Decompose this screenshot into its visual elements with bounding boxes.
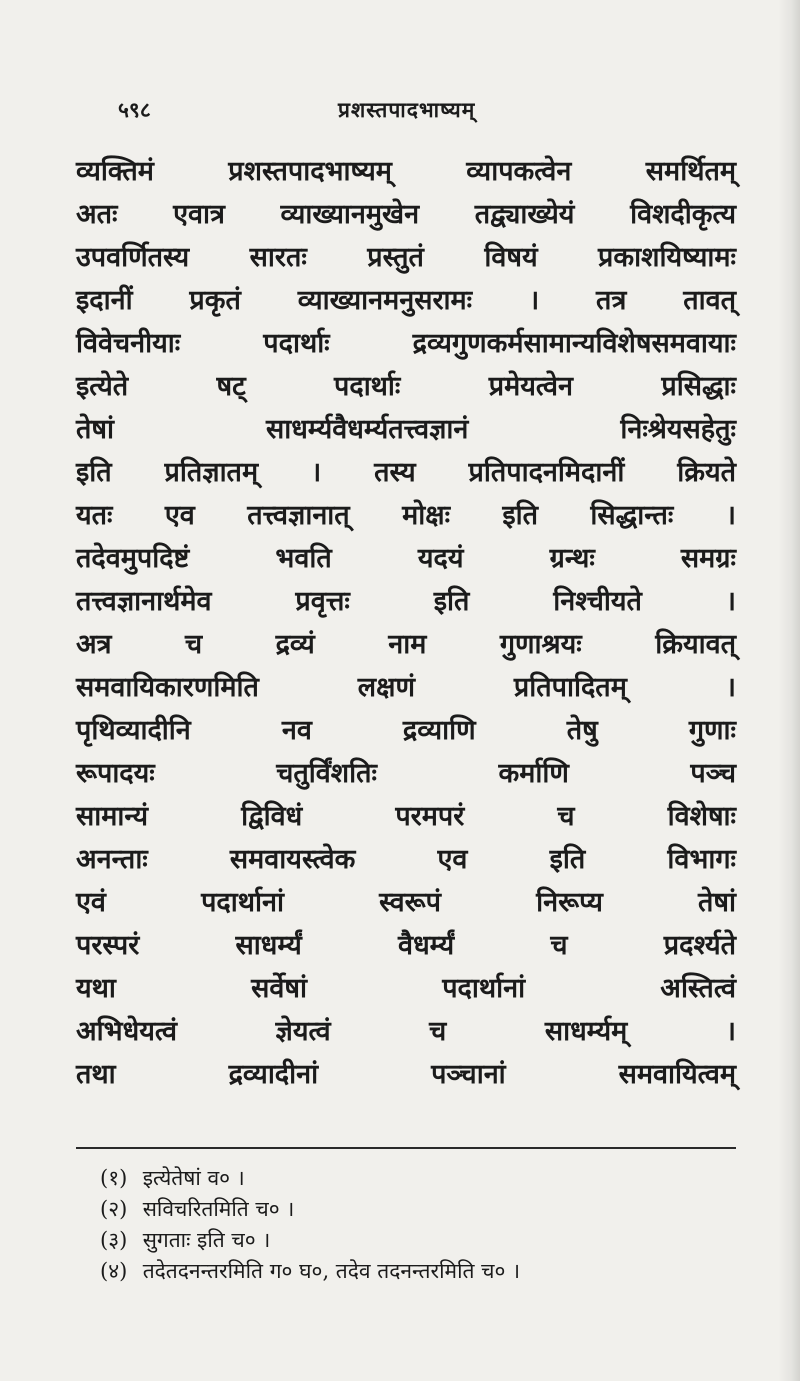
text-line: तत्त्वज्ञानार्थमेव प्रवृत्तः इति निश्चीयते । bbox=[76, 586, 736, 617]
footnote-text: तदेतदनन्तरमिति ग० घ०, तदेव तदनन्तरमिति च० । bbox=[142, 1259, 521, 1283]
footnote-item bbox=[100, 1256, 700, 1287]
text-line: एवं पदार्थानां स्वरूपं निरूप्य तेषां bbox=[76, 887, 736, 918]
footnote-item bbox=[100, 1194, 700, 1225]
text-line: परस्परं साधर्म्यं वैधर्म्यं च प्रदर्श्यते bbox=[76, 930, 736, 961]
footnote-divider bbox=[76, 1147, 736, 1149]
footnote-text: सुगताः इति च० । bbox=[142, 1228, 271, 1252]
footnote-item bbox=[100, 1225, 700, 1256]
footnote-text: इत्येतेषां व० । bbox=[142, 1166, 245, 1190]
text-line: उपवर्णितस्य सारतः प्रस्तुतं विषयं प्रकाशयिष्यामः bbox=[76, 242, 736, 273]
footnote-marker: (४) bbox=[100, 1259, 128, 1283]
text-line: इत्येते षट् पदार्थाः प्रमेयत्वेन प्रसिद्धाः bbox=[76, 371, 736, 402]
text-line: तदेवमुपदिष्टं भवति यदयं ग्रन्थः समग्रः bbox=[76, 543, 736, 574]
page-number: ५९८ bbox=[118, 97, 151, 122]
text-line: तेषां साधर्म्यवैधर्म्यतत्त्वज्ञानं निःश्रेयसहेतुः bbox=[76, 414, 736, 445]
text-line: अभिधेयत्वं ज्ञेयत्वं च साधर्म्यम् । bbox=[76, 1016, 736, 1047]
main-text-block bbox=[76, 150, 736, 1096]
page-header bbox=[118, 96, 718, 126]
text-line: व्यक्तिमं प्रशस्तपादभाष्यम् व्यापकत्वेन समर्थितम् bbox=[76, 156, 736, 187]
footnote-marker: (३) bbox=[100, 1228, 128, 1252]
text-line: समवायिकारणमिति लक्षणं प्रतिपादितम् । bbox=[76, 672, 736, 703]
footnotes bbox=[100, 1163, 700, 1287]
text-line: रूपादयः चतुर्विंशतिः कर्माणि पञ्च bbox=[76, 758, 736, 789]
footnote-item bbox=[100, 1163, 700, 1194]
page-edge-shadow bbox=[778, 0, 800, 1381]
text-line: यथा सर्वेषां पदार्थानां अस्तित्वं bbox=[76, 973, 736, 1004]
running-head: प्रशस्तपादभाष्यम् bbox=[338, 97, 476, 122]
footnote-marker: (२) bbox=[100, 1197, 128, 1221]
text-line: यतः एव तत्त्वज्ञानात् मोक्षः इति सिद्धान्तः । bbox=[76, 500, 736, 531]
text-line: विवेचनीयाः पदार्थाः द्रव्यगुणकर्मसामान्यविशेषसमवायाः bbox=[76, 328, 736, 359]
text-line: तथा द्रव्यादीनां पञ्चानां समवायित्वम् bbox=[76, 1059, 736, 1090]
text-line: इति प्रतिज्ञातम् । तस्य प्रतिपादनमिदानीं क्रियते bbox=[76, 457, 736, 488]
text-line: अनन्ताः समवायस्त्वेक एव इति विभागः bbox=[76, 844, 736, 875]
text-line: इदानीं प्रकृतं व्याख्यानमनुसरामः । तत्र तावत् bbox=[76, 285, 736, 316]
text-line: सामान्यं द्विविधं परमपरं च विशेषाः bbox=[76, 801, 736, 832]
text-line: पृथिव्यादीनि नव द्रव्याणि तेषु गुणाः bbox=[76, 715, 736, 746]
text-line: अत्र च द्रव्यं नाम गुणाश्रयः क्रियावत् bbox=[76, 629, 736, 660]
text-line: अतः एवात्र व्याख्यानमुखेन तद्व्याख्येयं विशदीकृत्य bbox=[76, 199, 736, 230]
footnote-marker: (१) bbox=[100, 1166, 128, 1190]
footnote-text: सविचरितमिति च० । bbox=[142, 1197, 295, 1221]
